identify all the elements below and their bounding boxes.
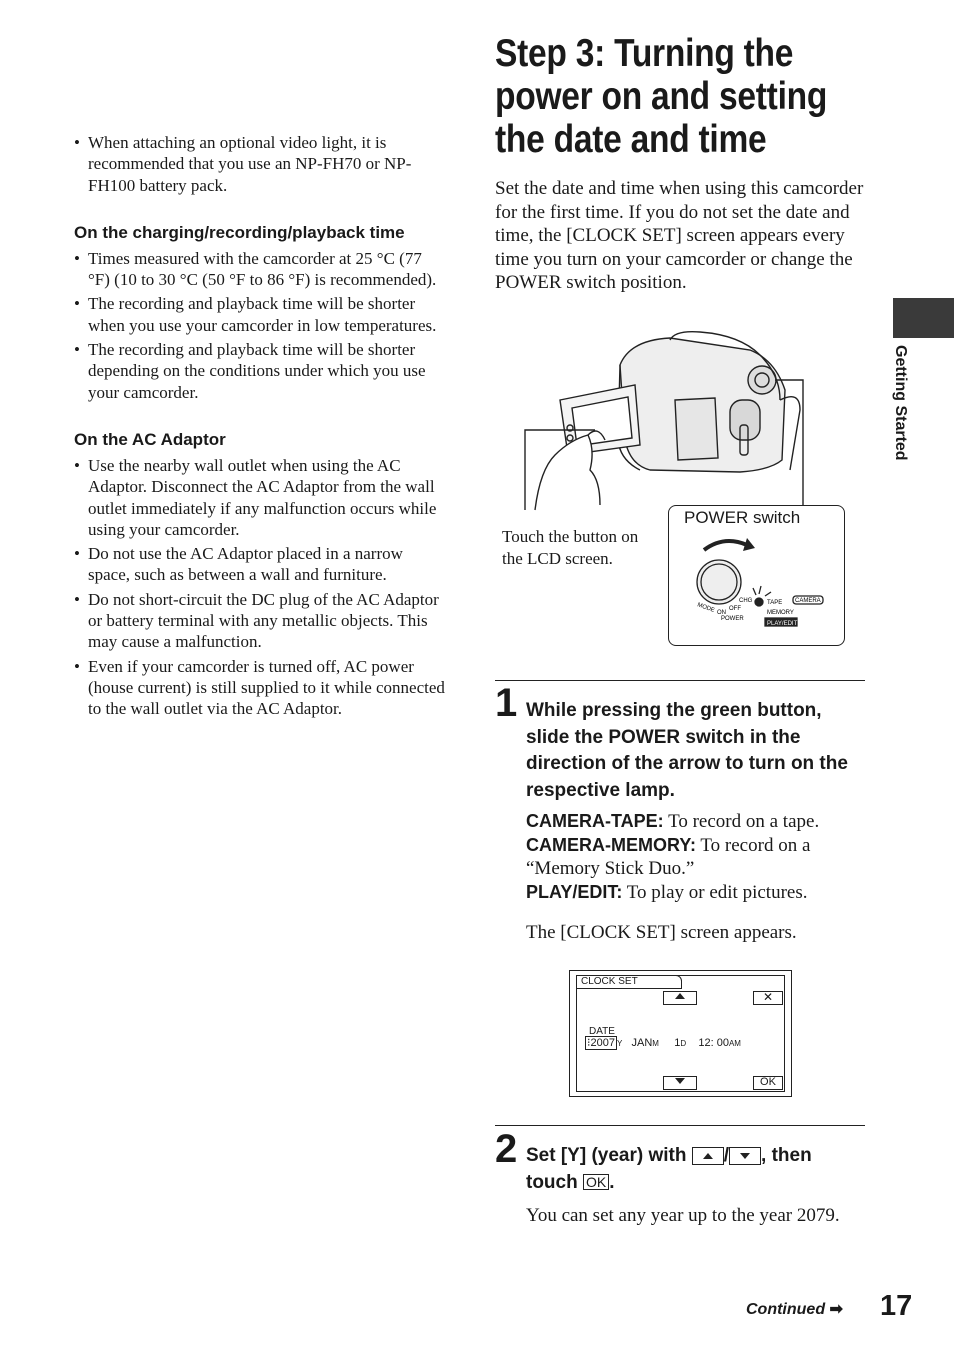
power-dial-icon bbox=[669, 530, 844, 645]
dial-label-tape: TAPE bbox=[767, 600, 783, 606]
step-2 bbox=[495, 1125, 865, 1228]
charging-bullets bbox=[74, 248, 446, 403]
step-number: 1 bbox=[495, 681, 518, 725]
step-divider bbox=[495, 680, 865, 681]
dial-label-on: ON bbox=[717, 610, 726, 616]
power-switch-callout bbox=[668, 505, 845, 646]
close-button[interactable]: ✕ bbox=[753, 991, 783, 1005]
dial-label-camera: CAMERA bbox=[795, 598, 821, 604]
step-divider bbox=[495, 1125, 865, 1126]
ok-button-glyph: OK bbox=[583, 1174, 609, 1190]
step-heading: While pressing the green button, slide the POWER switch in the direction of the arrow to turn on the respective lamp. bbox=[526, 700, 848, 801]
step-body: You can set any year up to the year 2079. bbox=[526, 1205, 840, 1226]
chapter-label: Getting Started bbox=[892, 345, 909, 461]
section-heading-ac-adaptor: On the AC Adaptor bbox=[74, 429, 226, 449]
bullet-item: • Do not use the AC Adaptor placed in a narrow space, such as between a wall and furniture. bbox=[74, 543, 446, 586]
date-label: DATE bbox=[589, 1026, 615, 1037]
step-1 bbox=[495, 680, 865, 945]
mode-line: PLAY/EDIT: To play or edit pictures. bbox=[526, 881, 808, 903]
down-arrow-button-glyph bbox=[729, 1147, 761, 1165]
up-arrow-button[interactable] bbox=[663, 991, 697, 1005]
step-modes bbox=[526, 810, 865, 904]
step-number: 2 bbox=[495, 1127, 518, 1171]
down-arrow-icon bbox=[674, 1077, 686, 1085]
time-field[interactable]: 12: 00 bbox=[698, 1037, 729, 1049]
bullet-item: • Use the nearby wall outlet when using the AC Adaptor. Disconnect the AC Adaptor from the wall outlet immediately if any malfunction occurs while using your camcorder. bbox=[74, 455, 446, 540]
clock-set-tab: CLOCK SET bbox=[576, 975, 682, 989]
ac-adaptor-bullets bbox=[74, 455, 446, 720]
year-field[interactable]: ⁝2007 bbox=[587, 1037, 615, 1049]
section-heading-charging: On the charging/recording/playback time bbox=[74, 222, 405, 242]
continued-indicator: Continued ➡ bbox=[746, 1301, 843, 1318]
dial-label-mode: MODE bbox=[696, 602, 716, 615]
page-number: 17 bbox=[880, 1290, 913, 1322]
dial-label-play-edit: PLAY/EDIT bbox=[767, 621, 798, 627]
right-column bbox=[495, 32, 865, 295]
chapter-tab-marker bbox=[893, 298, 954, 338]
down-arrow-button[interactable] bbox=[663, 1076, 697, 1090]
camcorder-figure bbox=[500, 330, 850, 650]
step-result: The [CLOCK SET] screen appears. bbox=[526, 922, 797, 943]
dial-label-off: OFF bbox=[729, 606, 741, 612]
touch-caption: Touch the button on the LCD screen. bbox=[502, 527, 639, 568]
bullet-item: • Even if your camcorder is turned off, AC power (house current) is still supplied to it while connected to the wall outlet via the AC Adaptor. bbox=[74, 656, 446, 720]
day-field[interactable]: 1 bbox=[674, 1037, 681, 1049]
top-bullets bbox=[74, 132, 446, 196]
up-arrow-icon bbox=[702, 1152, 714, 1160]
bullet-item: • When attaching an optional video light, it is recommended that you use an NP-FH70 or NP-FH100 battery pack. bbox=[74, 132, 446, 196]
arrow-right-icon: ➡ bbox=[829, 1301, 843, 1318]
dial-label-power: POWER bbox=[721, 616, 744, 622]
mode-line: CAMERA-MEMORY: To record on a “Memory Stick Duo.” bbox=[526, 834, 811, 879]
bullet-item: • Times measured with the camcorder at 25 °C (77 °F) (10 to 30 °C (50 °F to 86 °F) is recommended). bbox=[74, 248, 446, 291]
bullet-item: • The recording and playback time will be shorter when you use your camcorder in low temperatures. bbox=[74, 293, 446, 336]
up-arrow-button-glyph bbox=[692, 1147, 724, 1165]
down-arrow-icon bbox=[739, 1152, 751, 1160]
bullet-item: • Do not short-circuit the DC plug of the AC Adaptor or battery terminal with any metallic objects. This may cause a malfunction. bbox=[74, 589, 446, 653]
clock-set-screen bbox=[569, 970, 792, 1097]
month-field[interactable]: JAN bbox=[631, 1037, 653, 1049]
mode-line: CAMERA-TAPE: To record on a tape. bbox=[526, 811, 820, 832]
step-heading: Set [Y] (year) with / , then touch OK . bbox=[526, 1145, 812, 1193]
ok-button[interactable]: OK bbox=[753, 1076, 783, 1090]
dial-label-memory: MEMORY bbox=[767, 610, 794, 616]
intro-paragraph: Set the date and time when using this camcorder for the first time. If you do not set the date and time, the [CLOCK SET] screen appears every time you turn on your camcorder or change the POWER switch position. bbox=[495, 178, 864, 293]
dial-label-chg: CHG bbox=[739, 598, 753, 604]
bullet-item: • The recording and playback time will be shorter depending on the conditions under which you use your camcorder. bbox=[74, 339, 446, 403]
page-title: Step 3: Turning the power on and setting the date and time bbox=[495, 32, 828, 161]
lcd-screen bbox=[576, 975, 785, 1092]
date-row: ⁝2007 Y JANM 1D 12: 00AM bbox=[587, 1037, 741, 1049]
power-switch-label: POWER switch bbox=[684, 508, 801, 527]
left-column bbox=[74, 132, 446, 723]
up-arrow-icon bbox=[674, 992, 686, 1000]
